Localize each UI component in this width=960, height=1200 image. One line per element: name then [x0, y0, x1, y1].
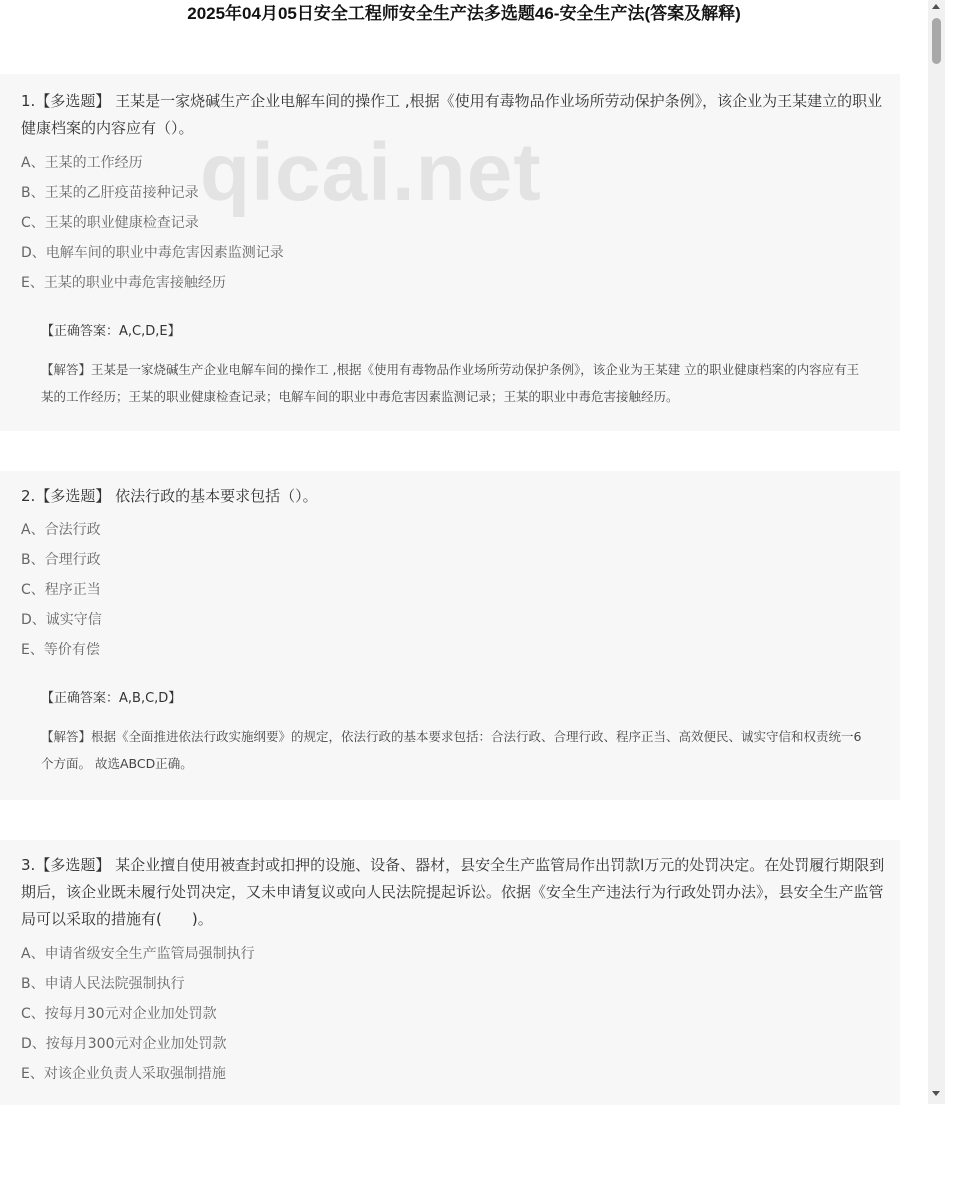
scroll-down-arrow-icon[interactable]	[932, 1091, 940, 1096]
question-number: 3.	[21, 856, 36, 874]
question-stem: 王某是一家烧碱生产企业电解车间的操作工 ,根据《使用有毒物品作业场所劳动保护条例》，该企业为王某建立的职业健康档案的内容应有（）。	[21, 92, 883, 137]
option-a[interactable]: A、申请省级安全生产监管局强制执行	[21, 946, 255, 962]
option-e[interactable]: E、对该企业负责人采取强制措施	[21, 1066, 226, 1082]
question-type: 【多选题】	[35, 856, 111, 874]
question-type: 【多选题】	[35, 487, 111, 505]
question-number: 1.	[21, 92, 36, 110]
question-stem: 依法行政的基本要求包括（）。	[115, 487, 318, 505]
question-text	[21, 852, 888, 933]
option-a[interactable]: A、王某的工作经历	[21, 155, 143, 171]
question-card	[0, 74, 900, 431]
option-c[interactable]: C、程序正当	[21, 582, 101, 598]
option-d[interactable]: D、诚实守信	[21, 612, 102, 628]
question-text	[21, 88, 888, 142]
option-e[interactable]: E、王某的职业中毒危害接触经历	[21, 275, 226, 291]
question-card	[0, 471, 900, 800]
explanation: 【解答】根据《全面推进依法行政实施纲要》的规定，依法行政的基本要求包括：合法行政、合理行政、程序正当、高效便民、诚实守信和权责统一6个方面。 故选ABCD正确。	[41, 729, 862, 771]
option-b[interactable]: B、申请人民法院强制执行	[21, 976, 185, 992]
watermark: qicai.net	[200, 127, 542, 218]
option-c[interactable]: C、王某的职业健康检查记录	[21, 215, 199, 231]
option-d[interactable]: D、按每月300元对企业加处罚款	[21, 1036, 227, 1052]
vertical-scrollbar[interactable]	[928, 0, 945, 1104]
question-stem: 某企业擅自使用被查封或扣押的设施、设备、器材，县安全生产监管局作出罚款l万元的处罚决定。在处罚履行期限到期后，该企业既未履行处罚决定，又未申请复议或向人民法院提起诉讼。依据《安全生产违法行为行政处罚办法》，县安全生产监管局可以采取的措施有( )。	[21, 856, 885, 928]
option-c[interactable]: C、按每月30元对企业加处罚款	[21, 1006, 217, 1022]
explanation: 【解答】王某是一家烧碱生产企业电解车间的操作工 ,根据《使用有毒物品作业场所劳动保护条例》，该企业为王某建 立的职业健康档案的内容应有王某的工作经历；王某的职业健康检查记录；电解车间的职业中毒危害因素监测记录；王某的职业中毒危害接触经历。	[41, 362, 860, 404]
option-a[interactable]: A、合法行政	[21, 522, 101, 538]
option-b[interactable]: B、王某的乙肝疫苗接种记录	[21, 185, 199, 201]
correct-answer: 【正确答案：A,B,C,D】	[41, 691, 182, 706]
correct-answer: 【正确答案：A,C,D,E】	[41, 324, 181, 339]
question-card	[0, 840, 900, 1105]
page-title: 2025年04月05日安全工程师安全生产法多选题46-安全生产法(答案及解释)	[187, 4, 741, 23]
option-b[interactable]: B、合理行政	[21, 552, 101, 568]
question-type: 【多选题】	[35, 92, 111, 110]
scroll-up-arrow-icon[interactable]	[932, 4, 940, 9]
question-text	[21, 483, 888, 510]
option-e[interactable]: E、等价有偿	[21, 642, 100, 658]
question-number: 2.	[21, 487, 36, 505]
option-d[interactable]: D、电解车间的职业中毒危害因素监测记录	[21, 245, 284, 261]
scroll-thumb[interactable]	[932, 18, 941, 64]
